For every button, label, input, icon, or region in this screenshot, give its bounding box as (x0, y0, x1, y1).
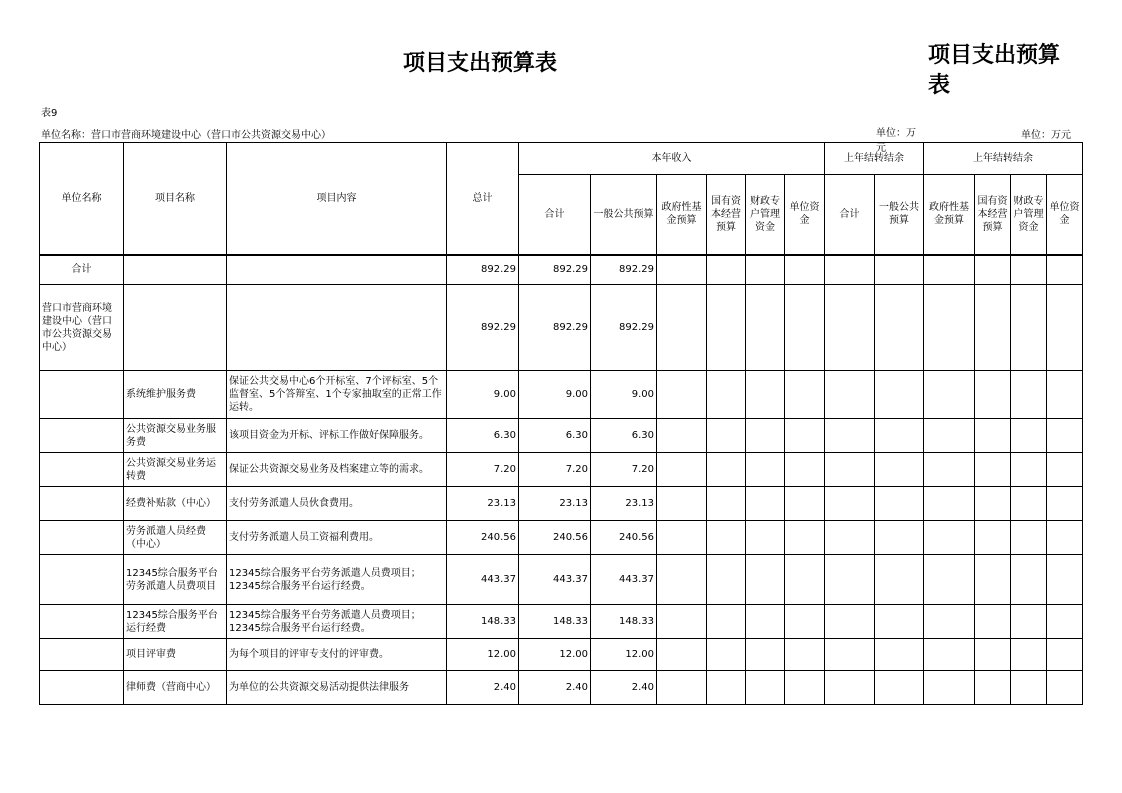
header-gov-fund: 政府性基金预算 (657, 175, 707, 255)
table-row (40, 671, 1083, 705)
header-state-capital: 国有资本经营预算 (707, 175, 746, 255)
row-general: 240.56 (591, 521, 657, 555)
header-general-budget-2: 一般公共预算 (875, 175, 924, 255)
row-sum: 9.00 (519, 371, 591, 419)
project-name: 经费补贴款（中心） (124, 487, 227, 521)
total-total: 892.29 (447, 255, 519, 285)
row-sum: 7.20 (519, 453, 591, 487)
row-general: 12.00 (591, 639, 657, 671)
table-row (40, 555, 1083, 605)
project-content: 保证公共资源交易业务及档案建立等的需求。 (227, 453, 447, 487)
page-title-side: 项目支出预算表 (928, 42, 1061, 98)
unit-label-mid: 单位：万元 (876, 128, 916, 154)
project-content: 支付劳务派遣人员工资福利费用。 (227, 521, 447, 555)
project-name: 12345综合服务平台运行经费 (124, 605, 227, 639)
row-general: 7.20 (591, 453, 657, 487)
total-label: 合计 (40, 255, 124, 285)
header-unit-name: 单位名称 (40, 143, 124, 255)
org-sum: 892.29 (519, 285, 591, 371)
table-row (40, 605, 1083, 639)
row-sum: 12.00 (519, 639, 591, 671)
table-row-total (40, 255, 1083, 285)
row-sum: 240.56 (519, 521, 591, 555)
project-content: 为单位的公共资源交易活动提供法律服务 (227, 671, 447, 705)
row-total: 148.33 (447, 605, 519, 639)
header-sum-2: 合计 (825, 175, 875, 255)
header-total: 总计 (447, 143, 519, 255)
row-general: 9.00 (591, 371, 657, 419)
header-state-capital-2: 国有资本经营预算 (975, 175, 1011, 255)
total-sum: 892.29 (519, 255, 591, 285)
header-fiscal-special-2: 财政专户管理资金 (1011, 175, 1047, 255)
row-sum: 23.13 (519, 487, 591, 521)
table-row-org (40, 285, 1083, 371)
row-total: 6.30 (447, 419, 519, 453)
row-general: 2.40 (591, 671, 657, 705)
row-total: 12.00 (447, 639, 519, 671)
row-total: 7.20 (447, 453, 519, 487)
table-row (40, 521, 1083, 555)
header-gov-fund-2: 政府性基金预算 (924, 175, 975, 255)
row-general: 6.30 (591, 419, 657, 453)
header-sum: 合计 (519, 175, 591, 255)
project-name: 公共资源交易业务运转费 (124, 453, 227, 487)
header-current-income: 本年收入 (519, 143, 825, 175)
project-content: 支付劳务派遣人员伙食费用。 (227, 487, 447, 521)
header-unit-fund-2: 单位资金 (1047, 175, 1083, 255)
row-general: 23.13 (591, 487, 657, 521)
project-name: 项目评审费 (124, 639, 227, 671)
project-content: 该项目资金为开标、评标工作做好保障服务。 (227, 419, 447, 453)
row-general: 443.37 (591, 555, 657, 605)
row-general: 148.33 (591, 605, 657, 639)
project-name: 12345综合服务平台劳务派遣人员费项目 (124, 555, 227, 605)
unit-label-right: 单位：万元 (1021, 130, 1071, 141)
project-name: 系统维护服务费 (124, 371, 227, 419)
table-row (40, 371, 1083, 419)
project-name: 律师费（营商中心） (124, 671, 227, 705)
header-project-content: 项目内容 (227, 143, 447, 255)
header-carryover-1: 上年结转结余 (825, 143, 924, 175)
row-total: 240.56 (447, 521, 519, 555)
project-content: 保证公共交易中心6个开标室、7个评标室、5个监督室、5个答辩室、1个专家抽取室的正常工作运转。 (227, 371, 447, 419)
org-unit-name: 营口市营商环境建设中心（营口市公共资源交易中心） (40, 285, 124, 371)
table-row (40, 419, 1083, 453)
row-sum: 443.37 (519, 555, 591, 605)
row-sum: 2.40 (519, 671, 591, 705)
budget-table (39, 142, 1083, 705)
row-total: 2.40 (447, 671, 519, 705)
header-carryover-2: 上年结转结余 (924, 143, 1083, 175)
table-row (40, 639, 1083, 671)
page-title: 项目支出预算表 (402, 50, 557, 76)
org-general: 892.29 (591, 285, 657, 371)
total-general: 892.29 (591, 255, 657, 285)
row-total: 443.37 (447, 555, 519, 605)
header-project-name: 项目名称 (124, 143, 227, 255)
project-content: 为每个项目的评审专支付的评审费。 (227, 639, 447, 671)
table-row (40, 487, 1083, 521)
table-row (40, 453, 1083, 487)
project-content: 12345综合服务平台劳务派遣人员费项目；12345综合服务平台运行经费。 (227, 605, 447, 639)
header-general-budget: 一般公共预算 (591, 175, 657, 255)
project-content: 12345综合服务平台劳务派遣人员费项目；12345综合服务平台运行经费。 (227, 555, 447, 605)
row-sum: 6.30 (519, 419, 591, 453)
org-total: 892.29 (447, 285, 519, 371)
project-name: 劳务派遣人员经费（中心） (124, 521, 227, 555)
row-total: 9.00 (447, 371, 519, 419)
header-fiscal-special: 财政专户管理资金 (746, 175, 785, 255)
row-sum: 148.33 (519, 605, 591, 639)
header-unit-fund: 单位资金 (785, 175, 825, 255)
unit-name-label: 单位名称：营口市营商环境建设中心（营口市公共资源交易中心） (41, 130, 331, 141)
project-name: 公共资源交易业务服务费 (124, 419, 227, 453)
row-total: 23.13 (447, 487, 519, 521)
table-number: 表9 (41, 108, 58, 119)
